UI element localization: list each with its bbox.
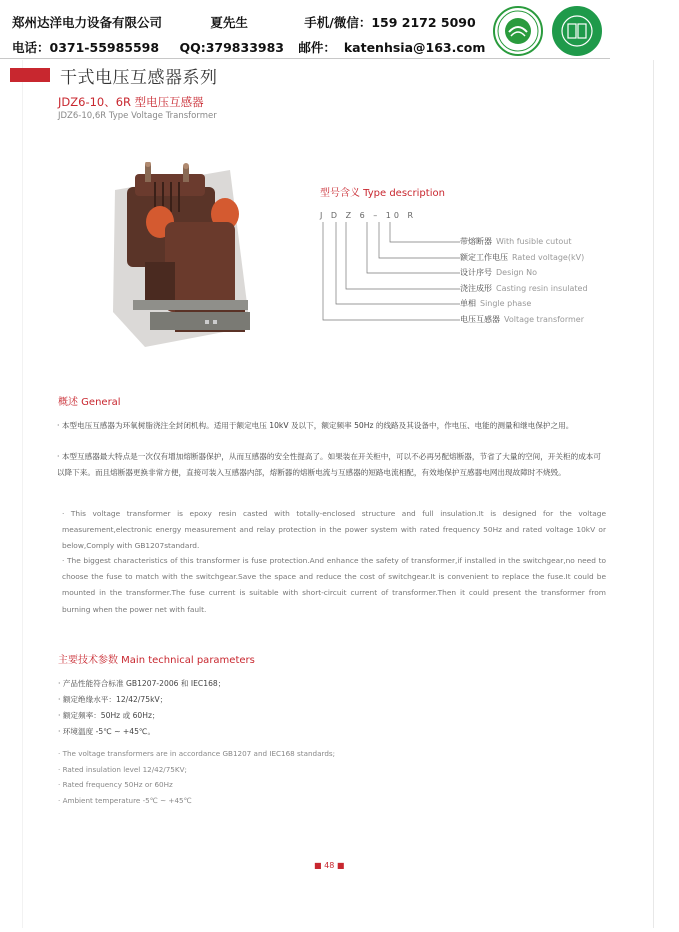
type-item-cn: 单相 [460, 299, 476, 308]
type-item-en: With fusible cutout [496, 237, 572, 246]
param-en-item: · Rated frequency 50Hz or 60Hz [58, 780, 173, 789]
type-item-en: Casting resin insulated [496, 284, 588, 293]
type-item [460, 252, 584, 263]
header-divider [0, 58, 610, 59]
mobile-label: 手机/微信： [304, 15, 372, 30]
param-en-item: · Ambient temperature -5℃ ~ +45℃ [58, 795, 192, 805]
type-code: J D Z 6 – 10 R [320, 211, 417, 220]
type-item-cn: 额定工作电压 [460, 253, 508, 262]
type-item [460, 267, 537, 278]
model-title-en: JDZ6-10,6R Type Voltage Transformer [58, 111, 217, 121]
general-en-paragraph: · This voltage transformer is epoxy resin casted with totally-enclosed structure and full insulation.It is designed for the voltage measurement,electronic energy measurement and relay protection in the power system with rated frequency 50Hz and rated voltage 10kV or below,Comply with GB1207standard. [62, 509, 606, 551]
model-title-cn: JDZ6-10、6R 型电压互感器 [58, 95, 204, 109]
tel-label: 电话： [12, 40, 50, 55]
page-number: ■ 48 ■ [314, 861, 345, 870]
params-en-list [58, 746, 335, 808]
title-accent-bar [10, 68, 50, 82]
corporation-logo-icon [493, 6, 543, 56]
param-cn-item: · 额定绝缘水平：12/42/75kV； [58, 695, 168, 704]
email-address[interactable]: katenhsia@163.com [343, 40, 486, 55]
type-item [460, 298, 531, 309]
type-item [460, 314, 584, 325]
company-name: 郑州达洋电力设备有限公司 [12, 15, 163, 30]
params-heading: 主要技术参数 Main technical parameters [58, 655, 255, 666]
type-code-diagram [318, 218, 463, 326]
type-item-cn: 浇注成形 [460, 284, 492, 293]
header-line-1 [12, 13, 476, 31]
type-item-cn: 设计序号 [460, 268, 492, 277]
qq-label: QQ: [179, 40, 206, 55]
email-label: 邮件： [298, 40, 336, 55]
general-en-paragraph: · The biggest characteristics of this transformer is fuse protection.And enhance the safety of transformer,if installed in the switchgear,no need to choose the fuse to match with the switchgear.Save the space and reduce the cost of switchgear.It is convenient to replace the fuse.It could be mounted in the transformer.The fuse current is suitable with short-circuit current of transformer.Then it could present the transformer from burning when the power net with fault. [62, 556, 606, 614]
type-item-cn: 电压互感器 [460, 315, 500, 324]
param-en-item: · The voltage transformers are in accordance GB1207 and IEC168 standards; [58, 749, 336, 758]
type-item [460, 283, 588, 294]
type-item-en: Single phase [480, 299, 532, 308]
param-cn-item: · 环境温度 -5℃ ~ +45℃。 [58, 727, 156, 736]
type-description-heading: 型号含义 Type description [320, 188, 445, 199]
header-line-2 [12, 38, 485, 56]
contact-name: 夏先生 [210, 15, 248, 30]
param-cn-item: · 额定频率：50Hz 或 60Hz； [58, 711, 160, 720]
type-item-en: Design No [496, 268, 538, 277]
type-item-en: Rated voltage(kV) [512, 253, 585, 262]
series-title: 干式电压互感器系列 [60, 68, 218, 88]
tel-number[interactable]: 0371-55985598 [49, 40, 160, 55]
type-item-cn: 带熔断器 [460, 237, 492, 246]
contact-header [0, 0, 679, 62]
general-heading: 概述 General [58, 397, 121, 408]
grid-logo-icon [552, 6, 602, 56]
param-en-item: · Rated insulation level 12/42/75KV; [58, 764, 187, 774]
param-cn-item: · 产品性能符合标准 GB1207-2006 和 IEC168； [58, 679, 226, 688]
params-cn-list [58, 676, 225, 740]
type-item-en: Voltage transformer [504, 315, 584, 324]
type-item [460, 236, 571, 247]
general-cn-paragraph: · 本型互感器最大特点是一次仅有增加熔断器保护，从而互感器的安全性提高了。如果装在开关柜中，可以不必再另配熔断器，节省了大量的空间，开关柜的成本可以降下来。而且熔断器更换非常方便，直接可装入互感器内部，熔断器的熔断电流与互感器的短路电流相配，有效地保护互感器电网出现故障时不烧毁。 [57, 452, 601, 477]
product-image [105, 162, 265, 347]
mobile-number[interactable]: 159 2172 5090 [371, 15, 476, 30]
qq-number[interactable]: 379833983 [205, 40, 284, 55]
general-cn-paragraph: · 本型电压互感器为环氧树脂浇注全封闭机构。适用于额定电压 10kV 及以下，额定频率 50Hz 的线路及其设备中，作电压、电能的测量和继电保护之用。 [57, 421, 574, 430]
